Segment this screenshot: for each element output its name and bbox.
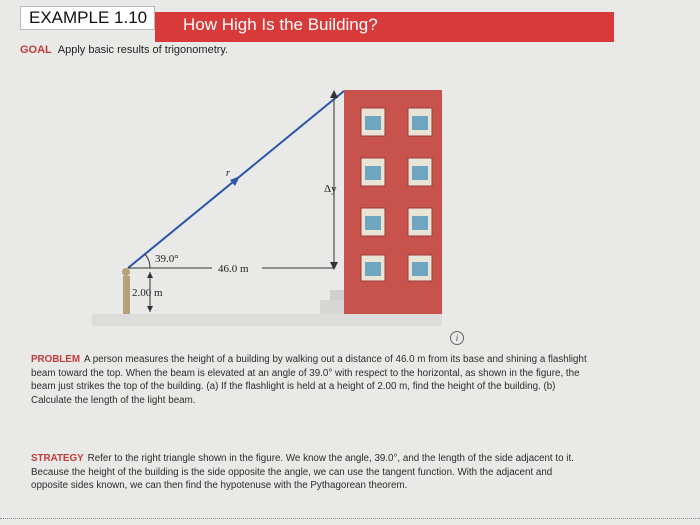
- hypotenuse-label: r: [226, 168, 230, 179]
- strategy-text: Refer to the right triangle shown in the figure. We know the angle, 39.0°, and the length of the side adjacent to it. Because the height of the building is the side opposite the angle, we can use the tangent function. With the adjacent and opposite sides known, we can then find the hypotenuse with the Pythagorean theorem.: [31, 453, 574, 491]
- beam-arrow: [230, 176, 240, 186]
- goal-label: GOAL: [20, 44, 52, 56]
- strategy-label: STRATEGY: [31, 453, 84, 464]
- example-title: How High Is the Building?: [183, 15, 378, 34]
- problem-paragraph: [31, 353, 591, 407]
- person-figure: [122, 268, 130, 314]
- example-number: EXAMPLE 1.10: [29, 8, 148, 27]
- goal-text: Apply basic results of trigonometry.: [57, 44, 229, 56]
- section-divider: [0, 518, 700, 521]
- problem-label: PROBLEM: [31, 354, 80, 365]
- height-label: Δy: [324, 183, 337, 195]
- info-icon[interactable]: i: [450, 331, 464, 345]
- flashlight-height-label: 2.00 m: [132, 287, 163, 299]
- angle-arc: [145, 254, 150, 268]
- strategy-paragraph: [31, 452, 591, 493]
- problem-text: A person measures the height of a building by walking out a distance of 46.0 m from its base and shining a flashlight beam toward the top. When the beam is elevated at an angle of 39.0° with respect to the horizontal, as shown in the figure, the beam just strikes the top of the building. (a) If the flashlight is held at a height of 2.00 m, find the height of the building. (b) Calculate the length of the light beam.: [31, 354, 587, 406]
- angle-label: 39.0°: [155, 253, 179, 265]
- ground: [92, 314, 442, 326]
- distance-label: 46.0 m: [218, 263, 249, 275]
